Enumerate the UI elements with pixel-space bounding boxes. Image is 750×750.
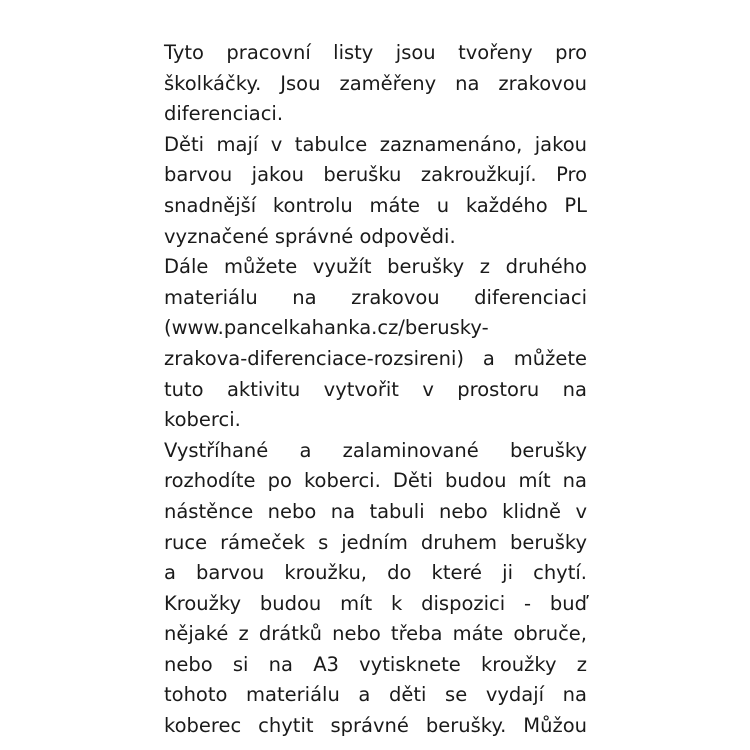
text-line: diferenciaci. (164, 102, 284, 126)
text-line: materiálu na zrakovou diferenciaci (164, 285, 587, 309)
paragraph-intro (164, 38, 587, 130)
text-line: rozhodíte po koberci. Děti budou mít na (164, 469, 587, 493)
text-line: Dále můžete využít berušky z druhého (164, 255, 587, 279)
text-line: tuto aktivitu vytvořit v prostoru na (164, 377, 587, 401)
text-line: (www.pancelkahanka.cz/berusky- (164, 316, 489, 340)
paragraph-activity (164, 436, 587, 742)
text-line: nějaké z drátků nebo třeba máte obruče, (164, 622, 587, 646)
text-line: nebo si na A3 vytisknete kroužky z (164, 652, 587, 676)
text-line: Tyto pracovní listy jsou tvořeny pro (164, 41, 587, 64)
text-line: Vystříhané a zalaminované berušky (164, 438, 587, 462)
text-line: koberci. (164, 408, 241, 432)
text-line: Děti mají v tabulce zaznamenáno, jakou (164, 132, 587, 156)
text-line: koberec chytit správné berušky. Můžou (164, 714, 587, 738)
body-text (164, 38, 587, 742)
text-line: a barvou kroužku, do které ji chytí. (164, 561, 587, 585)
paragraph-extension (164, 252, 587, 436)
text-line: vyznačené správné odpovědi. (164, 224, 456, 248)
text-line: školkáčky. Jsou zaměřeny na zrakovou (164, 71, 587, 95)
text-line: nástěnce nebo na tabuli nebo klidně v (164, 499, 587, 523)
text-line: zrakova-diferenciace-rozsireni) a můžete (164, 346, 587, 370)
text-line: tohoto materiálu a děti se vydají na (164, 683, 587, 707)
text-line: Kroužky budou mít k dispozici - buď (164, 591, 587, 615)
text-line: ruce rámeček s jedním druhem berušky (164, 530, 587, 554)
text-line: barvou jakou berušku zakroužkují. Pro (164, 163, 587, 187)
paragraph-table-instructions (164, 130, 587, 252)
text-line: snadnější kontrolu máte u každého PL (164, 193, 587, 217)
